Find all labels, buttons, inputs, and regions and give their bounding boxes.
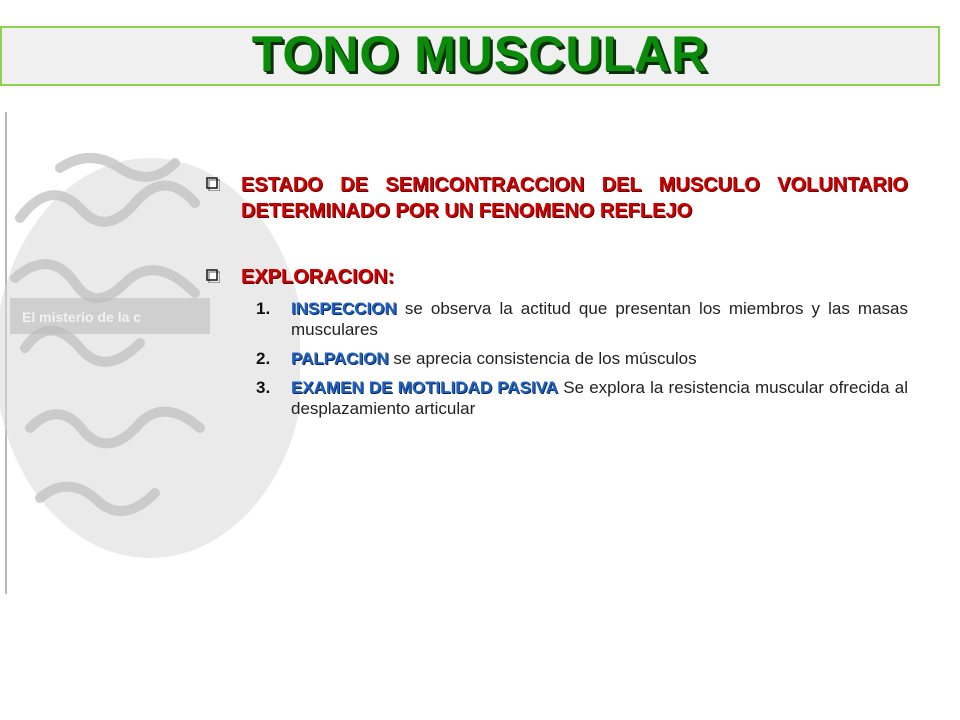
item-term: EXAMEN DE MOTILIDAD PASIVA [291,378,559,397]
list-item [256,377,908,419]
item-description: Se explora la resistencia muscular ofrecida al desplazamiento articular [291,378,909,418]
item-number: 2. [256,349,271,368]
item-description: se observa la actitud que presentan los miembros y las masas musculares [291,299,908,339]
bullet-text: ESTADO DE SEMICONTRACCION DEL MUSCULO VOLUNTARIO DETERMINADO POR UN FENOMENO REFLEJO [241,174,908,222]
bullet-item-definition [204,172,908,224]
slide-title: TONO MUSCULAR [251,26,709,82]
item-number: 3. [256,378,271,397]
bullet-item-exploracion [204,264,908,290]
watermark-text: El misterio de la c [22,309,142,325]
exploration-steps-list [204,298,908,419]
item-number: 1. [256,299,271,318]
item-term: INSPECCION [291,299,397,318]
bullet-list [204,172,908,427]
checkbox-bullet-icon [206,177,220,191]
list-item [256,348,908,369]
item-description: se aprecia consistencia de los músculos [388,349,697,368]
checkbox-bullet-icon [206,269,220,283]
item-term: PALPACION [291,349,389,368]
list-item [256,298,908,340]
bullet-text: EXPLORACION: [241,266,395,288]
